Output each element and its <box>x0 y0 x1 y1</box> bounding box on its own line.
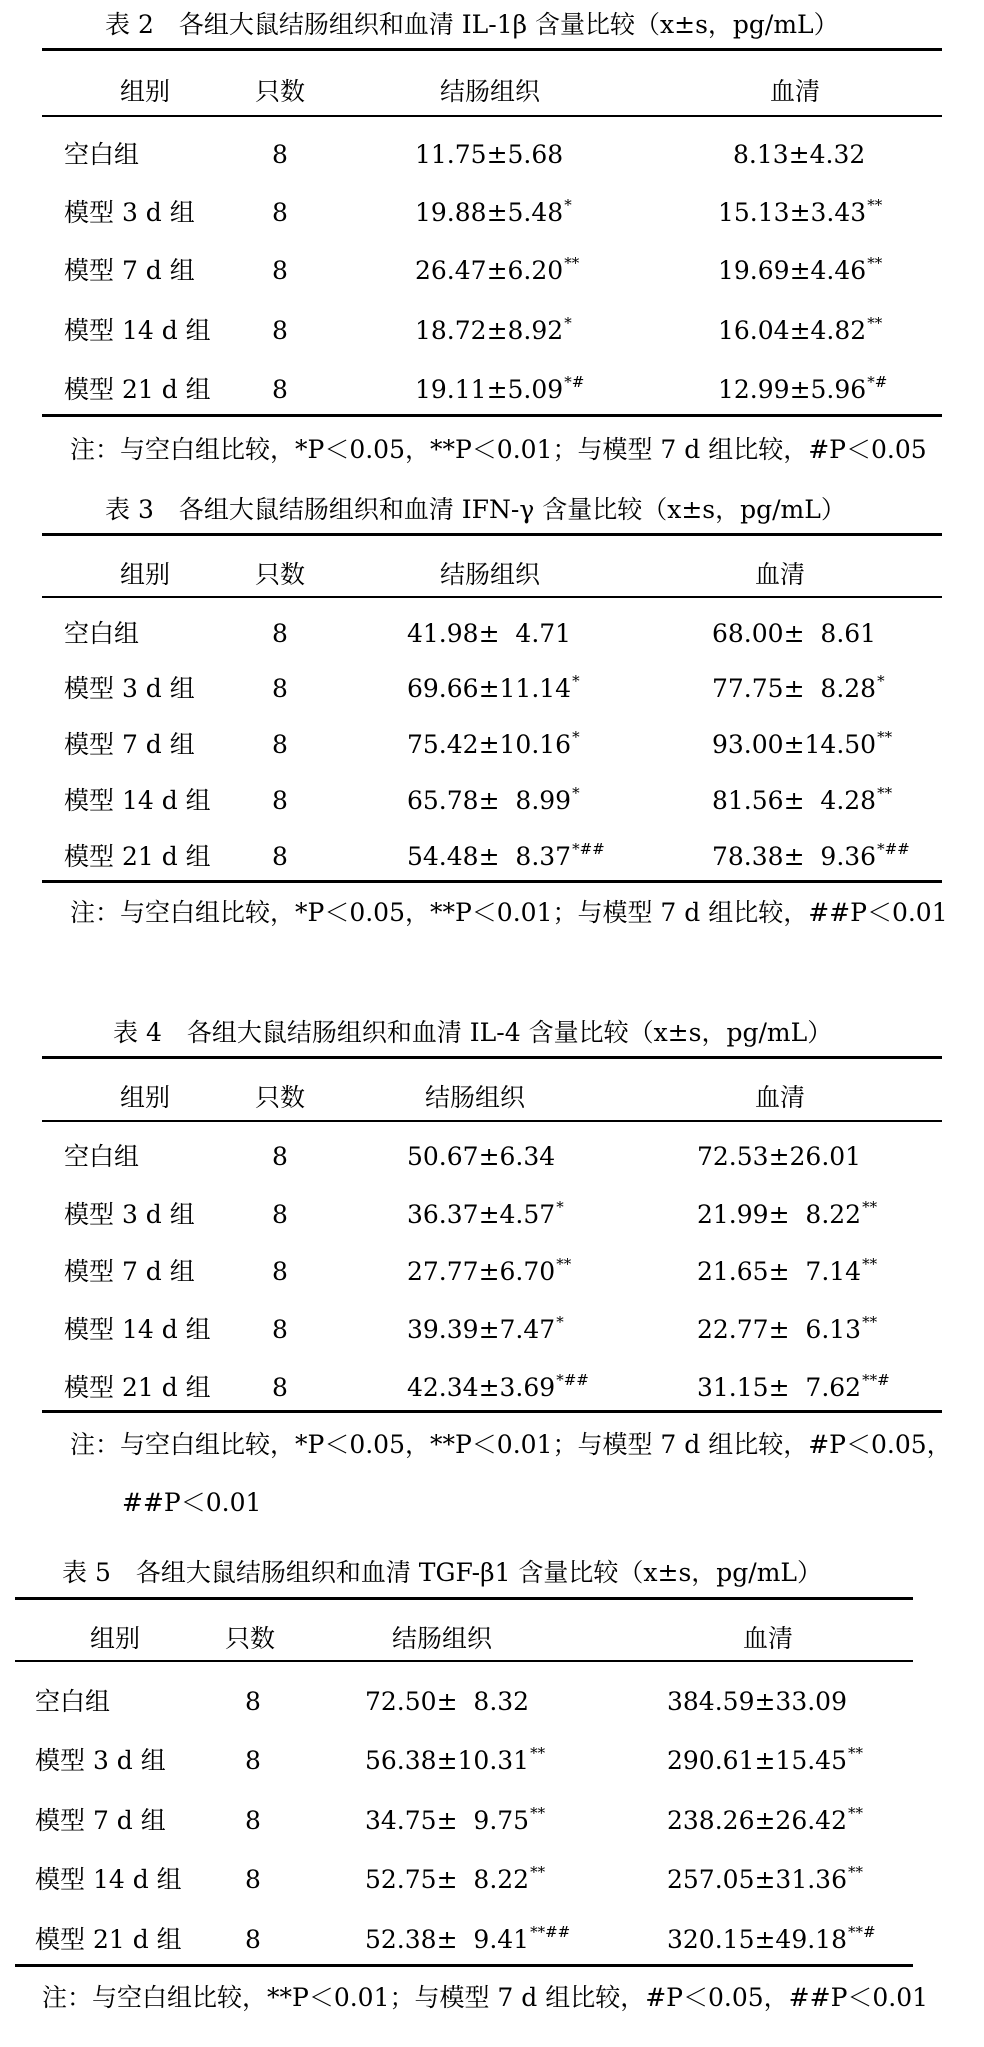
group-cell: 模型 3 d 组 <box>64 198 195 227</box>
group-cell: 空白组 <box>64 140 140 169</box>
table-note: 注：与空白组比较，*P＜0.05，**P＜0.01；与模型 7 d 组比较，#P＜0.05 <box>70 435 927 464</box>
group-cell: 模型 14 d 组 <box>64 1315 211 1344</box>
header-group: 组别 <box>90 1624 141 1653</box>
serum-cell: 21.65± 7.14** <box>697 1255 878 1286</box>
table-note: 注：与空白组比较，**P＜0.01；与模型 7 d 组比较，#P＜0.05，##P＜0.01 <box>42 1983 929 2012</box>
top-rule <box>42 1056 942 1059</box>
colon-cell: 52.75± 8.22** <box>365 1863 546 1894</box>
header-serum: 血清 <box>755 1083 806 1112</box>
count-cell: 8 <box>272 140 288 169</box>
group-cell: 模型 7 d 组 <box>64 256 195 285</box>
colon-cell: 56.38±10.31** <box>365 1744 546 1775</box>
colon-cell: 54.48± 8.37*## <box>407 840 605 871</box>
header-colon: 结肠组织 <box>392 1624 493 1653</box>
serum-cell: 81.56± 4.28** <box>712 784 893 815</box>
group-cell: 模型 7 d 组 <box>35 1806 166 1835</box>
count-cell: 8 <box>245 1925 261 1954</box>
serum-cell: 77.75± 8.28* <box>712 672 885 703</box>
count-cell: 8 <box>245 1865 261 1894</box>
serum-cell: 320.15±49.18**# <box>667 1923 876 1954</box>
count-cell: 8 <box>272 375 288 404</box>
colon-cell: 72.50± 8.32 <box>365 1687 530 1716</box>
colon-cell: 50.67±6.34 <box>407 1142 556 1171</box>
header-colon: 结肠组织 <box>440 77 541 106</box>
group-cell: 模型 3 d 组 <box>64 1200 195 1229</box>
count-cell: 8 <box>272 1200 288 1229</box>
header-serum: 血清 <box>755 560 806 589</box>
colon-cell: 36.37±4.57* <box>407 1198 564 1229</box>
table-title: 表 3 各组大鼠结肠组织和血清 IFN-γ 含量比较（x±s，pg/mL） <box>105 495 846 524</box>
colon-cell: 39.39±7.47* <box>407 1313 564 1344</box>
serum-cell: 238.26±26.42** <box>667 1804 863 1835</box>
header-group: 组别 <box>120 560 171 589</box>
group-cell: 模型 14 d 组 <box>35 1865 182 1894</box>
group-cell: 空白组 <box>64 1142 140 1171</box>
group-cell: 模型 21 d 组 <box>64 842 211 871</box>
serum-cell: 12.99±5.96*# <box>718 373 888 404</box>
bottom-rule <box>42 880 942 883</box>
bottom-rule <box>42 414 942 417</box>
serum-cell: 78.38± 9.36*## <box>712 840 910 871</box>
colon-cell: 42.34±3.69*## <box>407 1371 589 1402</box>
table-title: 表 4 各组大鼠结肠组织和血清 IL-4 含量比较（x±s，pg/mL） <box>113 1018 833 1047</box>
serum-cell: 290.61±15.45** <box>667 1744 863 1775</box>
serum-cell: 68.00± 8.61 <box>712 619 877 648</box>
group-cell: 空白组 <box>35 1687 111 1716</box>
header-colon: 结肠组织 <box>425 1083 526 1112</box>
count-cell: 8 <box>245 1746 261 1775</box>
count-cell: 8 <box>272 1142 288 1171</box>
group-cell: 模型 21 d 组 <box>35 1925 182 1954</box>
colon-cell: 34.75± 9.75** <box>365 1804 546 1835</box>
table-title: 表 5 各组大鼠结肠组织和血清 TGF-β1 含量比较（x±s，pg/mL） <box>62 1558 823 1587</box>
colon-cell: 75.42±10.16* <box>407 728 580 759</box>
count-cell: 8 <box>245 1687 261 1716</box>
colon-cell: 18.72±8.92* <box>415 314 572 345</box>
group-cell: 模型 3 d 组 <box>35 1746 166 1775</box>
colon-cell: 52.38± 9.41**## <box>365 1923 571 1954</box>
colon-cell: 65.78± 8.99* <box>407 784 580 815</box>
group-cell: 模型 14 d 组 <box>64 316 211 345</box>
header-count: 只数 <box>255 77 306 106</box>
colon-cell: 19.88±5.48* <box>415 196 572 227</box>
table-title: 表 2 各组大鼠结肠组织和血清 IL-1β 含量比较（x±s，pg/mL） <box>105 10 839 39</box>
serum-cell: 384.59±33.09 <box>667 1687 847 1716</box>
count-cell: 8 <box>272 619 288 648</box>
serum-cell: 31.15± 7.62**# <box>697 1371 890 1402</box>
colon-cell: 19.11±5.09*# <box>415 373 585 404</box>
serum-cell: 15.13±3.43** <box>718 196 883 227</box>
colon-cell: 11.75±5.68 <box>415 140 564 169</box>
count-cell: 8 <box>272 842 288 871</box>
serum-cell: 257.05±31.36** <box>667 1863 863 1894</box>
top-rule <box>15 1597 913 1600</box>
group-cell: 空白组 <box>64 619 140 648</box>
top-rule <box>42 48 942 51</box>
serum-cell: 93.00±14.50** <box>712 728 893 759</box>
group-cell: 模型 7 d 组 <box>64 730 195 759</box>
count-cell: 8 <box>272 316 288 345</box>
count-cell: 8 <box>272 786 288 815</box>
header-rule <box>42 115 942 117</box>
colon-cell: 27.77±6.70** <box>407 1255 572 1286</box>
group-cell: 模型 3 d 组 <box>64 674 195 703</box>
bottom-rule <box>15 1964 913 1967</box>
count-cell: 8 <box>272 198 288 227</box>
count-cell: 8 <box>272 674 288 703</box>
count-cell: 8 <box>272 730 288 759</box>
colon-cell: 26.47±6.20** <box>415 254 580 285</box>
count-cell: 8 <box>272 1373 288 1402</box>
group-cell: 模型 21 d 组 <box>64 1373 211 1402</box>
header-group: 组别 <box>120 1083 171 1112</box>
header-rule <box>42 596 942 598</box>
serum-cell: 16.04±4.82** <box>718 314 883 345</box>
header-count: 只数 <box>255 560 306 589</box>
header-rule <box>15 1660 913 1662</box>
table-note: 注：与空白组比较，*P＜0.05，**P＜0.01；与模型 7 d 组比较，#P＜0.05， <box>70 1430 952 1459</box>
header-group: 组别 <box>120 77 171 106</box>
colon-cell: 69.66±11.14* <box>407 672 580 703</box>
serum-cell: 19.69±4.46** <box>718 254 883 285</box>
serum-cell: 22.77± 6.13** <box>697 1313 878 1344</box>
count-cell: 8 <box>272 1315 288 1344</box>
count-cell: 8 <box>272 256 288 285</box>
header-count: 只数 <box>225 1624 276 1653</box>
header-serum: 血清 <box>770 77 821 106</box>
serum-cell: 8.13±4.32 <box>733 140 866 169</box>
table-note: 注：与空白组比较，*P＜0.05，**P＜0.01；与模型 7 d 组比较，##P＜0.01 <box>70 898 948 927</box>
group-cell: 模型 7 d 组 <box>64 1257 195 1286</box>
serum-cell: 21.99± 8.22** <box>697 1198 878 1229</box>
group-cell: 模型 14 d 组 <box>64 786 211 815</box>
header-colon: 结肠组织 <box>440 560 541 589</box>
table-note-continued: ##P＜0.01 <box>122 1488 262 1517</box>
colon-cell: 41.98± 4.71 <box>407 619 572 648</box>
header-serum: 血清 <box>743 1624 794 1653</box>
count-cell: 8 <box>272 1257 288 1286</box>
serum-cell: 72.53±26.01 <box>697 1142 862 1171</box>
group-cell: 模型 21 d 组 <box>64 375 211 404</box>
top-rule <box>42 533 942 536</box>
count-cell: 8 <box>245 1806 261 1835</box>
header-count: 只数 <box>255 1083 306 1112</box>
header-rule <box>42 1120 942 1122</box>
bottom-rule <box>42 1410 942 1413</box>
